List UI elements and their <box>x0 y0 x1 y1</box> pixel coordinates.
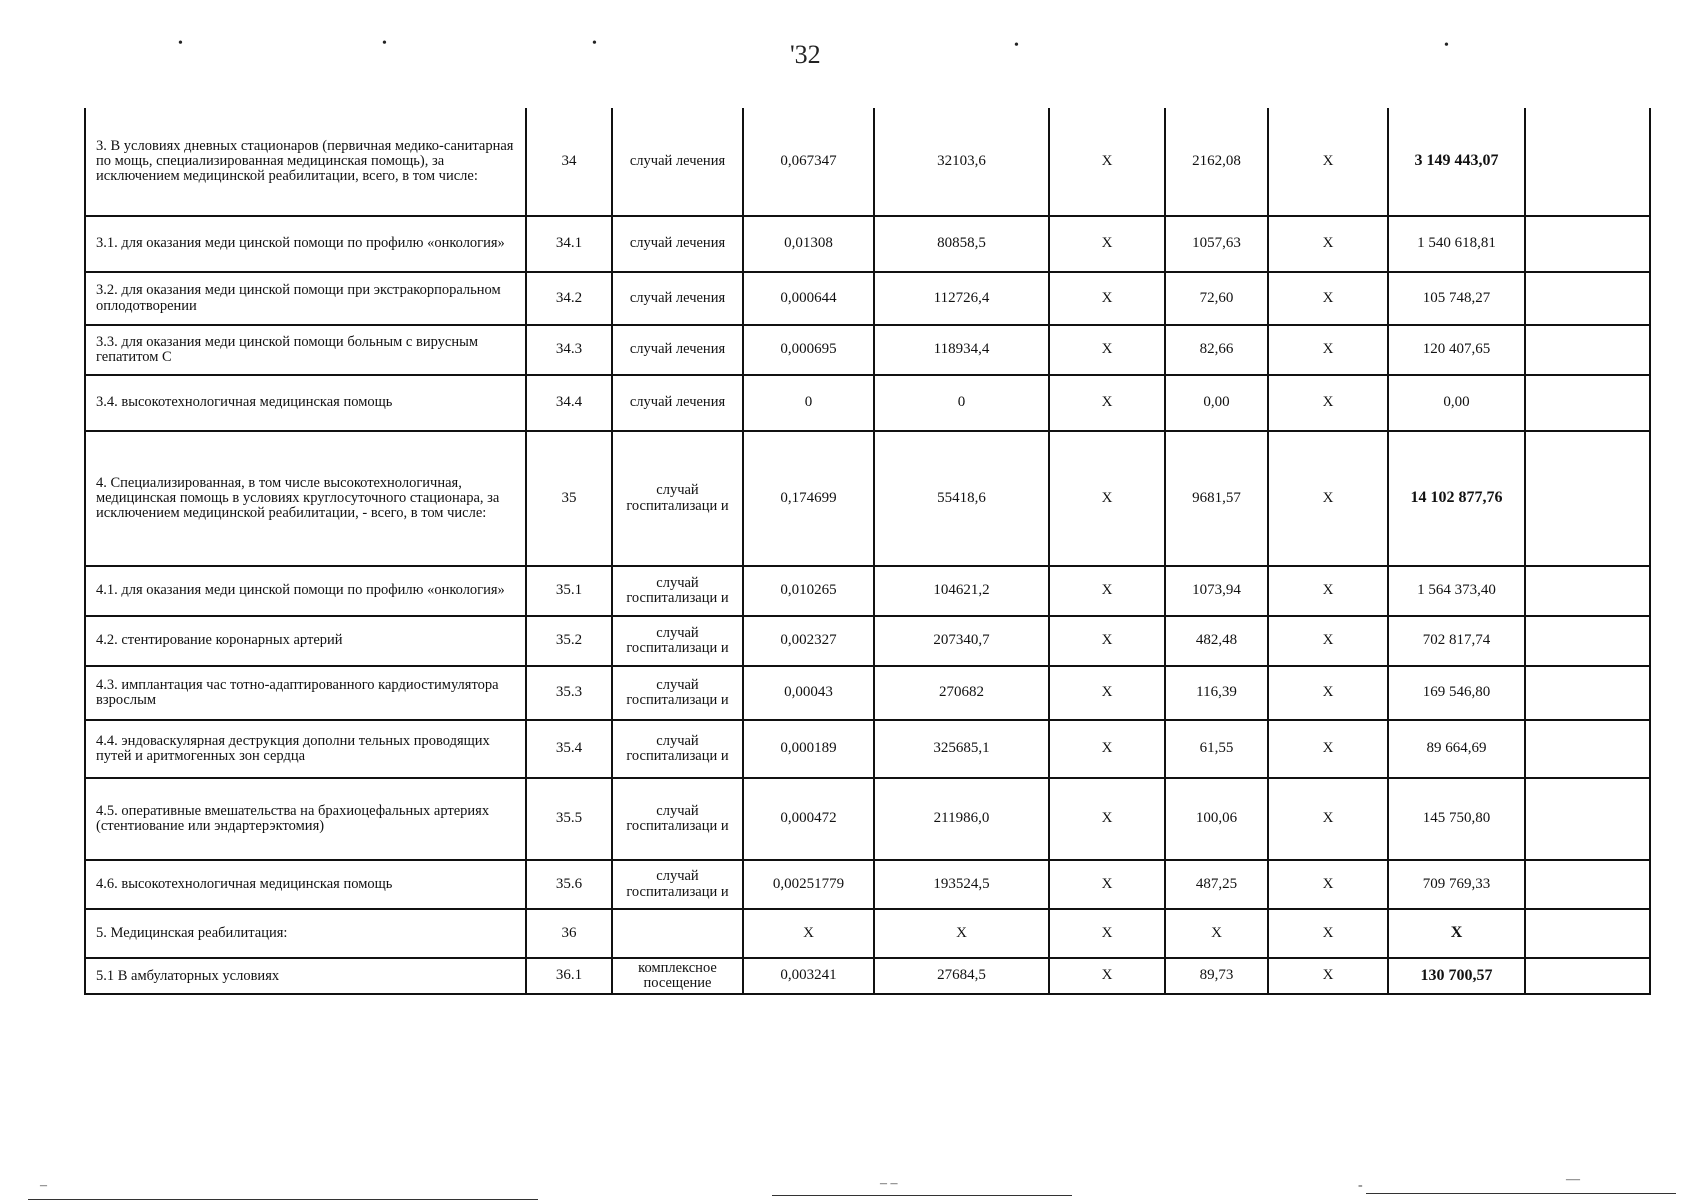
bottom-rule <box>772 1195 1072 1196</box>
row-value-6: 0,00 <box>1388 375 1525 431</box>
row-number: 35.6 <box>526 860 612 909</box>
row-value-2: 207340,7 <box>874 616 1049 666</box>
row-name: 3.1. для оказания меди цинской помощи по профилю «онкология» <box>85 216 526 272</box>
row-unit: случай госпитализаци и <box>612 431 743 566</box>
row-unit: случай лечения <box>612 108 743 216</box>
row-value-4: 482,48 <box>1165 616 1268 666</box>
row-value-4: 82,66 <box>1165 325 1268 375</box>
row-value-4: 1073,94 <box>1165 566 1268 616</box>
row-value-1: 0,000644 <box>743 272 874 325</box>
row-value-5: X <box>1268 860 1388 909</box>
row-value-3: X <box>1049 375 1165 431</box>
row-value-6: 14 102 877,76 <box>1388 431 1525 566</box>
row-name: 4.3. имплантация час тотно-адаптированного кардиостимулятора взрослым <box>85 666 526 720</box>
table-row <box>85 860 1650 909</box>
row-value-7 <box>1525 720 1650 778</box>
row-value-6: 145 750,80 <box>1388 778 1525 860</box>
table-row <box>85 720 1650 778</box>
row-name: 4.5. оперативные вмешательства на брахиоцефальных артериях (стентиование или эндартерэктомия) <box>85 778 526 860</box>
row-value-1: 0,174699 <box>743 431 874 566</box>
scan-mark: - <box>1358 1178 1363 1193</box>
row-value-3: X <box>1049 720 1165 778</box>
row-value-5: X <box>1268 778 1388 860</box>
row-unit: случай лечения <box>612 325 743 375</box>
row-value-6: X <box>1388 909 1525 958</box>
row-value-7 <box>1525 778 1650 860</box>
scan-mark: – <box>40 1178 47 1193</box>
row-value-6: 1 540 618,81 <box>1388 216 1525 272</box>
row-value-5: X <box>1268 272 1388 325</box>
row-value-1: 0,000189 <box>743 720 874 778</box>
row-unit: случай госпитализаци и <box>612 666 743 720</box>
row-unit <box>612 909 743 958</box>
row-value-5: X <box>1268 958 1388 994</box>
table-row <box>85 375 1650 431</box>
row-value-7 <box>1525 666 1650 720</box>
row-value-1: 0,000695 <box>743 325 874 375</box>
table-row <box>85 272 1650 325</box>
scan-speck: • <box>1444 38 1449 53</box>
row-value-2: 55418,6 <box>874 431 1049 566</box>
row-value-4: 61,55 <box>1165 720 1268 778</box>
row-value-5: X <box>1268 108 1388 216</box>
row-value-5: X <box>1268 720 1388 778</box>
row-number: 35.1 <box>526 566 612 616</box>
row-value-5: X <box>1268 325 1388 375</box>
table-row <box>85 566 1650 616</box>
row-value-6: 130 700,57 <box>1388 958 1525 994</box>
bottom-rule <box>1366 1193 1676 1194</box>
row-value-1: 0,002327 <box>743 616 874 666</box>
row-value-4: 89,73 <box>1165 958 1268 994</box>
row-name: 4. Специализированная, в том числе высокотехнологичная, медицинская помощь в условиях круглосуточного стационара, за исключением медицинской реабилитации, - всего, в том числе: <box>85 431 526 566</box>
row-value-1: 0 <box>743 375 874 431</box>
row-value-5: X <box>1268 216 1388 272</box>
row-value-2: 270682 <box>874 666 1049 720</box>
row-value-6: 120 407,65 <box>1388 325 1525 375</box>
row-value-4: 116,39 <box>1165 666 1268 720</box>
row-value-4: 72,60 <box>1165 272 1268 325</box>
table-row <box>85 616 1650 666</box>
row-value-5: X <box>1268 375 1388 431</box>
row-value-6: 169 546,80 <box>1388 666 1525 720</box>
row-value-1: 0,000472 <box>743 778 874 860</box>
row-value-4: 487,25 <box>1165 860 1268 909</box>
row-value-7 <box>1525 375 1650 431</box>
row-value-5: X <box>1268 431 1388 566</box>
row-value-5: X <box>1268 666 1388 720</box>
row-name: 3.4. высокотехнологичная медицинская помощь <box>85 375 526 431</box>
row-value-2: 104621,2 <box>874 566 1049 616</box>
row-value-2: 27684,5 <box>874 958 1049 994</box>
scan-speck: • <box>382 36 387 51</box>
row-value-1: 0,00251779 <box>743 860 874 909</box>
row-value-7 <box>1525 325 1650 375</box>
row-value-3: X <box>1049 616 1165 666</box>
row-value-6: 89 664,69 <box>1388 720 1525 778</box>
row-value-5: X <box>1268 566 1388 616</box>
row-value-7 <box>1525 958 1650 994</box>
row-value-1: 0,01308 <box>743 216 874 272</box>
table-row <box>85 666 1650 720</box>
row-value-7 <box>1525 216 1650 272</box>
row-value-1: 0,00043 <box>743 666 874 720</box>
table-row <box>85 216 1650 272</box>
row-value-2: 112726,4 <box>874 272 1049 325</box>
row-unit: случай лечения <box>612 375 743 431</box>
row-value-1: 0,067347 <box>743 108 874 216</box>
row-unit: случай лечения <box>612 216 743 272</box>
row-value-6: 709 769,33 <box>1388 860 1525 909</box>
row-unit: случай госпитализаци и <box>612 616 743 666</box>
row-number: 35 <box>526 431 612 566</box>
row-value-3: X <box>1049 431 1165 566</box>
row-number: 34.4 <box>526 375 612 431</box>
scan-mark: — <box>1566 1172 1580 1187</box>
row-value-4: X <box>1165 909 1268 958</box>
row-value-4: 9681,57 <box>1165 431 1268 566</box>
row-number: 35.2 <box>526 616 612 666</box>
row-value-6: 105 748,27 <box>1388 272 1525 325</box>
row-name: 4.1. для оказания меди цинской помощи по профилю «онкология» <box>85 566 526 616</box>
table-row <box>85 909 1650 958</box>
row-value-2: 0 <box>874 375 1049 431</box>
table-row <box>85 325 1650 375</box>
table-row <box>85 108 1650 216</box>
row-value-7 <box>1525 616 1650 666</box>
row-unit: случай лечения <box>612 272 743 325</box>
row-name: 4.6. высокотехнологичная медицинская помощь <box>85 860 526 909</box>
row-number: 34 <box>526 108 612 216</box>
scan-speck: • <box>178 36 183 51</box>
row-number: 34.2 <box>526 272 612 325</box>
table-row <box>85 958 1650 994</box>
row-value-5: X <box>1268 909 1388 958</box>
row-value-7 <box>1525 431 1650 566</box>
row-number: 35.4 <box>526 720 612 778</box>
table-row <box>85 778 1650 860</box>
row-value-7 <box>1525 860 1650 909</box>
page-number: '32 <box>790 40 821 69</box>
row-value-6: 3 149 443,07 <box>1388 108 1525 216</box>
row-value-7 <box>1525 566 1650 616</box>
row-value-4: 2162,08 <box>1165 108 1268 216</box>
row-name: 3. В условиях дневных стационаров (первичная медико-санитарная по мощь, специализированная медицинская помощь), за исключением медицинской реабилитации, всего, в том числе: <box>85 108 526 216</box>
row-value-4: 100,06 <box>1165 778 1268 860</box>
row-value-4: 0,00 <box>1165 375 1268 431</box>
table-body <box>85 108 1650 994</box>
row-value-7 <box>1525 909 1650 958</box>
row-number: 34.1 <box>526 216 612 272</box>
row-unit: случай госпитализаци и <box>612 720 743 778</box>
row-value-1: X <box>743 909 874 958</box>
row-value-3: X <box>1049 216 1165 272</box>
row-unit: комплексное посещение <box>612 958 743 994</box>
row-value-5: X <box>1268 616 1388 666</box>
row-number: 36 <box>526 909 612 958</box>
row-name: 3.2. для оказания меди цинской помощи при экстракорпоральном оплодотворении <box>85 272 526 325</box>
row-value-2: X <box>874 909 1049 958</box>
row-value-3: X <box>1049 909 1165 958</box>
row-value-6: 1 564 373,40 <box>1388 566 1525 616</box>
row-unit: случай госпитализаци и <box>612 566 743 616</box>
scan-mark: – – <box>880 1176 898 1191</box>
row-value-3: X <box>1049 666 1165 720</box>
row-value-6: 702 817,74 <box>1388 616 1525 666</box>
row-number: 34.3 <box>526 325 612 375</box>
row-value-3: X <box>1049 778 1165 860</box>
table-row <box>85 431 1650 566</box>
scan-speck: • <box>1014 38 1019 53</box>
row-value-2: 193524,5 <box>874 860 1049 909</box>
row-name: 5. Медицинская реабилитация: <box>85 909 526 958</box>
row-value-2: 211986,0 <box>874 778 1049 860</box>
row-value-1: 0,003241 <box>743 958 874 994</box>
row-name: 3.3. для оказания меди цинской помощи больным с вирусным гепатитом С <box>85 325 526 375</box>
row-number: 35.3 <box>526 666 612 720</box>
row-value-2: 118934,4 <box>874 325 1049 375</box>
row-value-3: X <box>1049 108 1165 216</box>
row-value-2: 325685,1 <box>874 720 1049 778</box>
row-value-3: X <box>1049 566 1165 616</box>
row-name: 4.2. стентирование коронарных артерий <box>85 616 526 666</box>
row-number: 35.5 <box>526 778 612 860</box>
row-value-3: X <box>1049 860 1165 909</box>
row-value-7 <box>1525 108 1650 216</box>
tariff-table <box>84 108 1651 995</box>
row-value-3: X <box>1049 958 1165 994</box>
row-name: 5.1 В амбулаторных условиях <box>85 958 526 994</box>
row-value-4: 1057,63 <box>1165 216 1268 272</box>
row-name: 4.4. эндоваскулярная деструкция дополни тельных проводящих путей и аритмогенных зон сердца <box>85 720 526 778</box>
row-unit: случай госпитализаци и <box>612 860 743 909</box>
row-value-3: X <box>1049 272 1165 325</box>
row-value-3: X <box>1049 325 1165 375</box>
row-unit: случай госпитализаци и <box>612 778 743 860</box>
row-value-2: 32103,6 <box>874 108 1049 216</box>
scan-speck: • <box>592 36 597 51</box>
row-number: 36.1 <box>526 958 612 994</box>
row-value-1: 0,010265 <box>743 566 874 616</box>
row-value-7 <box>1525 272 1650 325</box>
row-value-2: 80858,5 <box>874 216 1049 272</box>
